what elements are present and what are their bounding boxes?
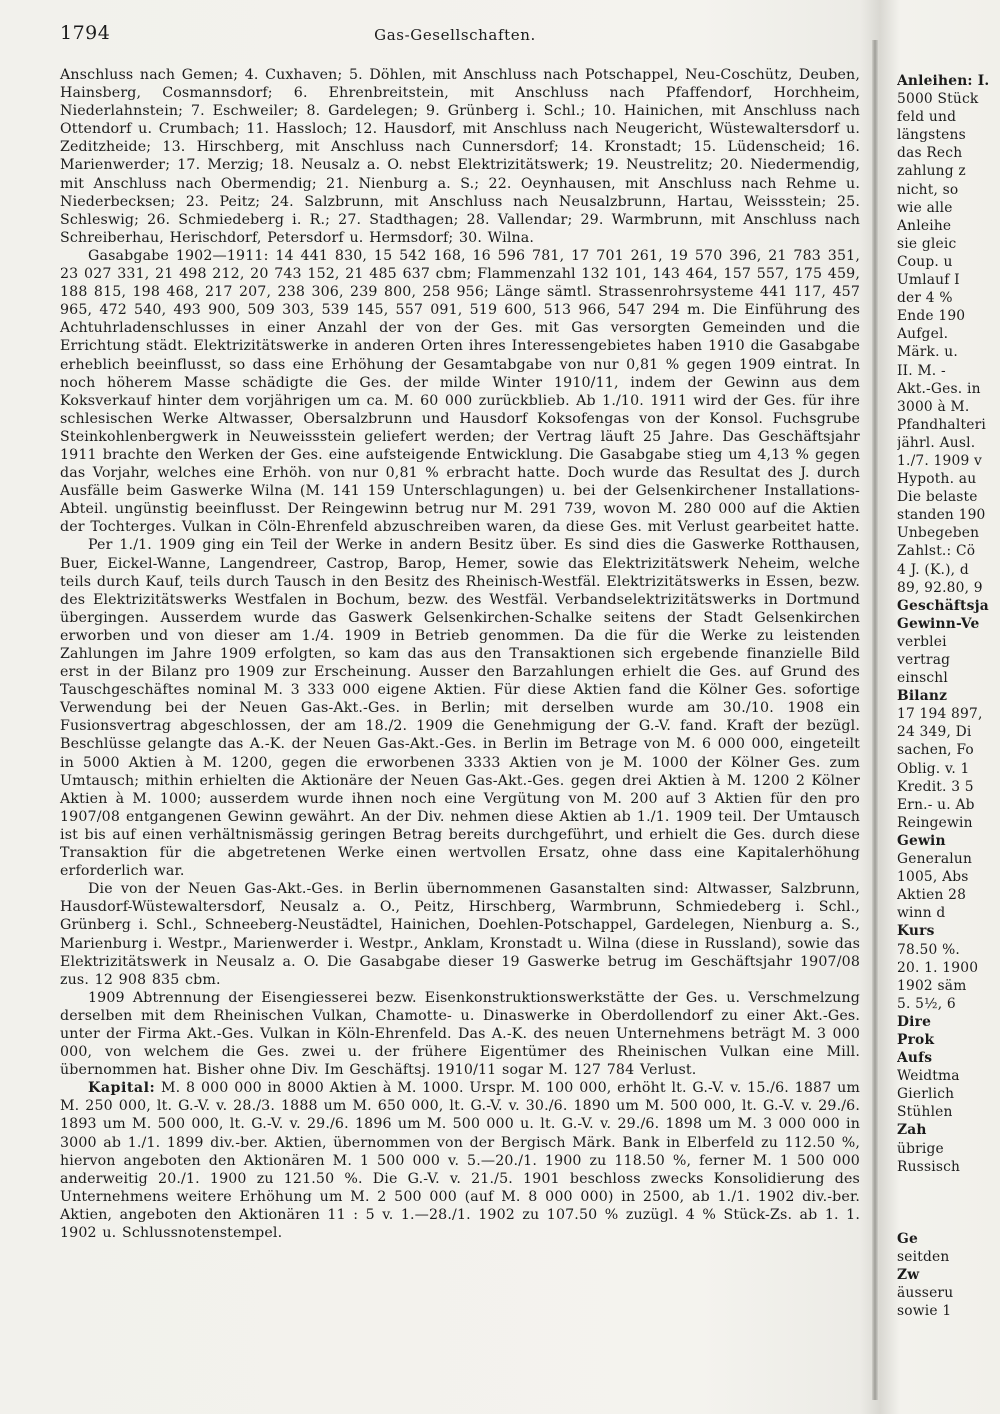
adjacent-page-line: Oblig. v. 1 <box>897 760 970 777</box>
adjacent-page-line: 24 349, Di <box>897 724 972 741</box>
adjacent-page-line: sie gleic <box>897 235 957 252</box>
adjacent-page-line: Prok <box>897 1031 935 1048</box>
adjacent-page-line: Aufs <box>897 1050 933 1067</box>
adjacent-page-line: zahlung z <box>897 163 966 180</box>
adjacent-page-line: Unbegeben <box>897 525 980 542</box>
adjacent-page-line: 5000 Stück <box>897 91 979 108</box>
adjacent-page-line: Aktien 28 <box>897 887 967 904</box>
adjacent-page-line: seitden <box>897 1249 950 1266</box>
adjacent-page-line: Anleihe <box>897 217 952 234</box>
paragraph-vulkan-1909: 1909 Abtrennung der Eisengiesserei bezw. Eisenkonstruktionswerkstätte der Ges. u. Verschmelzung derselben mit dem Rheinischen Vulkan, Chamotte- u. Dinaswerke in Oberdollendorf zu einer Akt.-Ges. unter der Firma Akt.-Ges. Vulkan in Köln-Ehrenfeld. Das A.-K. des neuen Unternehmens beträgt M. 3 000 000, von welchem die Ges. zwei u. der frühere Eigentümer des Rheinischen Vulkan eine Mill. übernommen hat. Bisher ohne Div. Im Geschäftsj. 1910/11 sogar M. 127 784 Verlust. <box>60 989 860 1079</box>
adjacent-page-line: Dire <box>897 1013 932 1030</box>
adjacent-page-line <box>897 1176 1000 1194</box>
adjacent-page-line: Reingewin <box>897 814 973 831</box>
book-gutter-shadow <box>872 40 878 1400</box>
adjacent-page-line: Anleihen: I. <box>897 73 990 89</box>
running-title: Gas-Gesellschaften. <box>374 26 536 44</box>
adjacent-page-line: Ge <box>897 1231 918 1247</box>
main-column <box>60 66 860 1242</box>
adjacent-page-line: Gewinn-Ve <box>897 615 980 632</box>
adjacent-page-line: Gierlich <box>897 1086 955 1103</box>
adjacent-page-line: äusseru <box>897 1285 954 1302</box>
adjacent-page-line: längstens <box>897 127 966 144</box>
adjacent-page-line: Bilanz <box>897 688 948 705</box>
kapital-label: Kapital: <box>88 1080 156 1097</box>
adjacent-page-line: Gewin <box>897 832 946 849</box>
adjacent-page-line: Die belaste <box>897 489 978 506</box>
adjacent-page-column <box>897 72 1000 1320</box>
adjacent-page-line: nicht, so <box>897 181 959 198</box>
adjacent-page-line: 5. 5½, 6 <box>897 995 956 1012</box>
adjacent-page-line: wie alle <box>897 199 953 216</box>
adjacent-page-line: vertrag <box>897 652 951 668</box>
adjacent-page-line: Ende 190 <box>897 308 966 325</box>
adjacent-page-line: 20. 1. 1900 <box>897 959 979 976</box>
kapital-text: M. 8 000 000 in 8000 Aktien à M. 1000. Urspr. M. 100 000, erhöht lt. G.-V. v. 15./6. 1887 um M. 250 000, lt. G.-V. v. 28./3. 1888 um M. 650 000, lt. G.-V. v. 30./6. 1890 um M. 500 000, lt. G.-V. v. 29./6. 1893 um M. 500 000, lt. G.-V. v. 29./6. 1896 um M. 500 000 u. lt. G.-V. v. 29./6. 1898 um M. 3 000 000 in 3000 ab 1./1. 1899 div.-ber. Aktien, übernommen von der Bergisch Märk. Bank in Elberfeld zu 112.50 %, hiervon angeboten den Aktionären M. 1 500 000 v. 5.—20./1. 1900 zu 118.50 %, ferner M. 1 500 000 anderweitig 20./1. 1900 zu 121.50 %. Die G.-V. v. 21./5. 1901 beschloss zwecks Konsolidierung des Unternehmens weitere Erhöhung um M. 2 500 000 (auf M. 8 000 000) in 2500, ab 1./1. 1902 div.-ber. Aktien, angeboten den Aktionären 11 : 5 v. 1.—28./1. 1902 zu 107.50 % zuzügl. 4 % Stück-Zs. ab 1. 1. 1902 u. Schlussnotenstempel. <box>60 1080 860 1241</box>
adjacent-page-line: Ern.- u. Ab <box>897 796 975 813</box>
adjacent-page-line: sowie 1 <box>897 1303 952 1320</box>
adjacent-page-line: 3000 à M. <box>897 398 970 415</box>
adjacent-page-line: Märk. u. <box>897 344 958 361</box>
adjacent-page-line: übrige <box>897 1140 944 1157</box>
adjacent-page-line: Aufgel. <box>897 326 949 343</box>
paragraph-gaswerke-list: Anschluss nach Gemen; 4. Cuxhaven; 5. Döhlen, mit Anschluss nach Potschappel, Neu-Coschütz, Deuben, Hainsberg, Cosmannsdorf; 6. Ehrenbreitstein, mit Anschluss nach Pfaffendorf, Horchheim, Niederlahnstein; 7. Eschweiler; 8. Gardelegen; 9. Grünberg i. Schl.; 10. Hainichen, mit Anschluss nach Ottendorf u. Crumbach; 11. Hassloch; 12. Hausdorf, mit Anschluss nach Neugericht, Wüstewaltersdorf u. Zeditzheide; 13. Hirschberg, mit Anschluss nach Cunnersdorf; 14. Kronstadt; 15. Lüdenscheid; 16. Marienwerder; 17. Merzig; 18. Neusalz a. O. nebst Elektrizitätswerk; 19. Neustrelitz; 20. Niedermendig, mit Anschluss nach Obermendig; 21. Nienburg a. S.; 22. Oeynhausen, mit Anschluss nach Rehme u. Niederbecksen; 23. Peitz; 24. Salzbrunn, mit Anschluss nach Neusalzbrunn, Hartau, Weissstein; 25. Schleswig; 26. Schmiedeberg i. R.; 27. Stadthagen; 28. Vallendar; 29. Warmbrunn, mit Anschluss nach Schreiberhau, Herischdorf, Petersdorf u. Hermsdorf; 30. Wilna. <box>60 67 860 246</box>
adjacent-page-line: 78.50 %. <box>897 941 960 958</box>
adjacent-page-line <box>897 1194 1000 1212</box>
page-header <box>60 22 850 52</box>
page-number: 1794 <box>60 22 111 44</box>
adjacent-page-line: einschl <box>897 670 948 687</box>
adjacent-page-line: sachen, Fo <box>897 742 974 759</box>
adjacent-page-line: Geschäftsja <box>897 597 989 614</box>
adjacent-page-line: Coup. u <box>897 253 953 270</box>
adjacent-page-line: Weidtma <box>897 1068 960 1085</box>
paragraph-gasanstalten: Die von der Neuen Gas-Akt.-Ges. in Berlin übernommenen Gasanstalten sind: Altwasser, Salzbrunn, Hausdorf-Wüstewaltersdorf, Neusalz a. O., Peitz, Hirschberg, Warmbrunn, Schmiedeberg i. Schl., Grünberg i. Schl., Schneeberg-Neustädtel, Hainichen, Doehlen-Potschappel, Gardelegen, Nienburg a. S., Marienburg i. Westpr., Marienwerder i. Westpr., Anklam, Kronstadt u. Wilna (diese in Russland), sowie das Elektrizitätswerk in Neusalz a. O. Die Gasabgabe dieser 19 Gaswerke betrug im Geschäftsjahr 1907/08 zus. 12 908 835 cbm. <box>60 881 860 988</box>
adjacent-page-line: Akt.-Ges. in <box>897 380 981 397</box>
adjacent-page-line: Zw <box>897 1267 920 1284</box>
adjacent-page-line: 1005, Abs <box>897 869 969 886</box>
adjacent-page-line: Kurs <box>897 923 935 940</box>
paragraph-besitzwechsel-1909: Per 1./1. 1909 ging ein Teil der Werke in andern Besitz über. Es sind dies die Gaswerke Rotthausen, Buer, Eickel-Wanne, Langendreer, Castrop, Barop, Hemer, sowie das Elektrizitätswerk Neheim, welche teils durch Kauf, teils durch Tausch in den Besitz des Rheinisch-Westfäl. Elektrizitätswerks in Essen, bezw. des Elektrizitätswerks Westfalen in Bochum, bezw. des Westfäl. Verbandselektrizitätswerks in Dortmund übergingen. Ausserdem wurde das Gaswerk Gelsenkirchen-Schalke seitens der Stadt Gelsenkirchen erworben und von dieser am 1./4. 1909 in Betrieb genommen. Da die für die Werke zu leistenden Zahlungen im Jahre 1909 erfolgten, so kam das aus den Transaktionen sich ergebende finanzielle Bild erst in der Bilanz pro 1909 zur Erscheinung. Ausser den Barzahlungen erhielt die Ges. auf Grund des Tauschgeschäftes nominal M. 3 333 000 eigene Aktien. Für diese Aktien fand die Kölner Ges. sofortige Verwendung bei der Neuen Gas-Akt.-Ges. in Berlin; mit derselben wurde am 30./10. 1908 ein Fusionsvertrag abgeschlossen, der am 18./2. 1909 die Genehmigung der G.-V. fand. Kraft der bezügl. Beschlüsse gelangte das A.-K. der Neuen Gas-Akt.-Ges. in Berlin im Betrage von M. 6 000 000, eingeteilt in 5000 Aktien à M. 1200, gegen die erworbenen 3333 Aktien von je M. 1000 der Kölner Ges. zum Umtausch; mithin erhielten die Aktionäre der Neuen Gas-Akt.-Ges. gegen drei Aktien à M. 1200 2 Kölner Aktien à M. 1000; ausserdem wurde ihnen noch eine Vergütung von M. 200 auf 3 Aktien für den pro 1907/08 entgangenen Gewinn gewährt. An der Div. nehmen diese Aktien ab 1./1. 1909 teil. Der Umtausch ist bis auf einen verhältnismässig geringen Betrag bereits durchgeführt, und erhielt die Ges. durch diese Transaktion für die abgetretenen Werke einen wertvollen Ersatz, ohne dass eine Kapitalerhöhung erforderlich war. <box>60 537 860 880</box>
adjacent-page-line: 89, 92.80, 9 <box>897 579 983 596</box>
adjacent-page-line <box>897 1212 1000 1230</box>
paragraph-gasabgabe: Gasabgabe 1902—1911: 14 441 830, 15 542 168, 16 596 781, 17 701 261, 19 570 396, 21 783 351, 23 027 331, 21 498 212, 20 743 152, 21 485 637 cbm; Flammenzahl 132 101, 143 464, 157 557, 175 459, 188 815, 198 468, 217 207, 238 306, 239 800, 258 956; Länge sämtl. Strassenrohrsysteme 441 117, 457 965, 472 540, 493 900, 509 303, 539 145, 557 091, 519 600, 513 966, 547 294 m. Die Einführung des Achtuhrladenschlusses in einer Anzahl der von der Ges. mit Gas versorgten Gemeinden und die Errichtung städt. Elektrizitätswerke in anderen Orten ihres Interessengebietes haben 1910 die Gasabgabe erheblich beeinflusst, so dass eine Erhöhung der Gesamtabgabe von nur 0,81 % gegen 1909 eintrat. In noch höherem Masse schädigte die Ges. der milde Winter 1910/11, indem der Gewinn aus dem Koksverkauf hinter dem vorjährigen um ca. M. 60 000 zurückblieb. Ab 1./10. 1911 wird der Ges. für ihre schlesischen Werke Altwasser, Obersalzbrunn und Hausdorf Koksofengas von der Konsol. Fuchsgrube Steinkohlenbergwerk in Neuweissstein geliefert werden; der Vertrag läuft 25 Jahre. Das Geschäftsjahr 1911 brachte den Werken der Ges. eine aufsteigende Entwicklung. Die Gasabgabe stieg um 4,13 % gegen das Vorjahr, welches eine Erhöh. von nur 0,81 % erbracht hatte. Doch wurde das Resultat des J. durch Ausfälle beim Gaswerke Wilna (M. 141 159 Unterschlagungen) u. bei der Gelsenkirchener Installations-Abteil. ungünstig beeinflusst. Der Reingewinn betrug nur M. 291 739, wovon M. 280 000 auf die Aktien der Tochterges. Vulkan in Cöln-Ehrenfeld abzuschreiben waren, da diese Ges. mit Verlust gearbeitet hatte. <box>60 247 860 536</box>
adjacent-page-line: Russisch <box>897 1158 961 1175</box>
adjacent-page-line: 1902 säm <box>897 977 967 994</box>
adjacent-page-line: 4 J. (K.), d <box>897 561 969 578</box>
adjacent-page-line: 1./7. 1909 v <box>897 452 983 469</box>
adjacent-page-line: Zah <box>897 1122 927 1139</box>
adjacent-page-line: Stühlen <box>897 1104 953 1121</box>
adjacent-page-line: 17 194 897, <box>897 706 983 723</box>
adjacent-page-line: standen 190 <box>897 507 986 524</box>
adjacent-page-line: Zahlst.: Cö <box>897 543 976 560</box>
adjacent-page-line: Umlauf I <box>897 272 960 289</box>
adjacent-page-line: Pfandhalteri <box>897 416 986 433</box>
adjacent-page-line: jährl. Ausl. <box>897 434 976 451</box>
adjacent-page-line: der 4 % <box>897 290 953 307</box>
adjacent-page-line: Hypoth. au <box>897 471 977 488</box>
adjacent-page-line: verblei <box>897 633 947 650</box>
adjacent-page-line: Generalun <box>897 851 973 868</box>
adjacent-page-line: feld und <box>897 109 957 126</box>
paragraph-kapital <box>60 1079 860 1242</box>
adjacent-page-line: Kredit. 3 5 <box>897 778 974 795</box>
adjacent-page-line: II. M. - <box>897 362 946 379</box>
adjacent-page-line: winn d <box>897 905 946 922</box>
adjacent-page-line: das Rech <box>897 145 963 162</box>
